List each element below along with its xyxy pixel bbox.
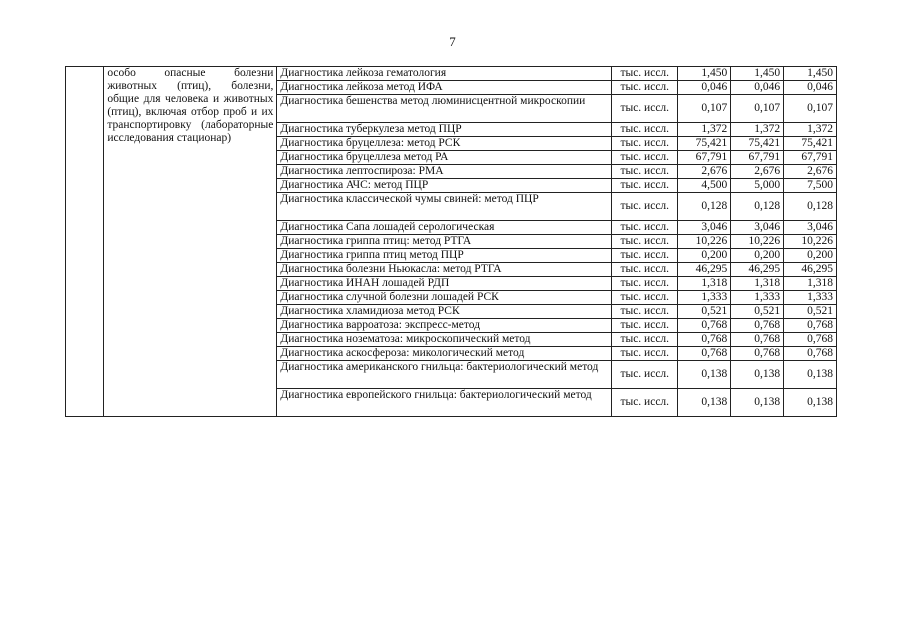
diagnostic-name-cell <box>277 263 612 277</box>
diagnostic-name-cell <box>277 305 612 319</box>
value-cell-2: 0,046 <box>731 81 784 95</box>
unit-cell: тыс. иссл. <box>612 263 678 277</box>
unit-cell: тыс. иссл. <box>612 249 678 263</box>
unit-cell: тыс. иссл. <box>612 305 678 319</box>
value-cell-1: 75,421 <box>678 137 731 151</box>
value-cell-3: 0,138 <box>784 361 837 389</box>
diagnostic-name: Диагностика бруцеллеза: метод РСК <box>280 137 461 149</box>
table-row <box>66 67 837 81</box>
unit-cell: тыс. иссл. <box>612 319 678 333</box>
value-cell-2: 0,200 <box>731 249 784 263</box>
unit-cell: тыс. иссл. <box>612 81 678 95</box>
value-cell-1: 0,768 <box>678 319 731 333</box>
diagnostic-name-cell <box>277 319 612 333</box>
diagnostic-name: Диагностика американского гнильца: бактериологический метод <box>280 361 599 373</box>
unit-cell: тыс. иссл. <box>612 235 678 249</box>
diagnostic-name-cell <box>277 333 612 347</box>
value-cell-3: 0,200 <box>784 249 837 263</box>
unit-cell: тыс. иссл. <box>612 333 678 347</box>
value-cell-2: 0,768 <box>731 347 784 361</box>
diagnostic-name: Диагностика лептоспироза: РМА <box>280 165 444 177</box>
value-cell-2: 0,768 <box>731 319 784 333</box>
unit-cell: тыс. иссл. <box>612 67 678 81</box>
diagnostic-name: Диагностика бешенства метод люминисцентной микроскопии <box>280 95 586 107</box>
diagnostic-name-cell <box>277 389 612 417</box>
diagnostic-name: Диагностика случной болезни лошадей РСК <box>280 291 499 303</box>
value-cell-1: 46,295 <box>678 263 731 277</box>
value-cell-3: 10,226 <box>784 235 837 249</box>
diagnostic-name: Диагностика лейкоза метод ИФА <box>280 81 443 93</box>
value-cell-1: 2,676 <box>678 165 731 179</box>
value-cell-1: 67,791 <box>678 151 731 165</box>
diagnostic-name: Диагностика туберкулеза метод ПЦР <box>280 123 462 135</box>
value-cell-3: 7,500 <box>784 179 837 193</box>
value-cell-1: 0,128 <box>678 193 731 221</box>
diagnostic-name: Диагностика классической чумы свиней: метод ПЦР <box>280 193 539 205</box>
value-cell-3: 67,791 <box>784 151 837 165</box>
value-cell-3: 46,295 <box>784 263 837 277</box>
value-cell-1: 0,200 <box>678 249 731 263</box>
diagnostic-name-cell <box>277 235 612 249</box>
value-cell-3: 1,318 <box>784 277 837 291</box>
value-cell-1: 0,138 <box>678 361 731 389</box>
value-cell-2: 0,768 <box>731 333 784 347</box>
value-cell-1: 0,768 <box>678 333 731 347</box>
diagnostic-name: Диагностика АЧС: метод ПЦР <box>280 179 429 191</box>
value-cell-2: 1,450 <box>731 67 784 81</box>
value-cell-3: 0,107 <box>784 95 837 123</box>
diagnostic-name-cell <box>277 249 612 263</box>
unit-cell: тыс. иссл. <box>612 179 678 193</box>
unit-cell: тыс. иссл. <box>612 193 678 221</box>
value-cell-1: 0,138 <box>678 389 731 417</box>
value-cell-2: 5,000 <box>731 179 784 193</box>
value-cell-2: 67,791 <box>731 151 784 165</box>
value-cell-3: 1,333 <box>784 291 837 305</box>
unit-cell: тыс. иссл. <box>612 347 678 361</box>
value-cell-3: 0,046 <box>784 81 837 95</box>
diagnostic-name-cell <box>277 277 612 291</box>
diagnostic-name: Диагностика ИНАН лошадей РДП <box>280 277 450 289</box>
value-cell-2: 0,138 <box>731 361 784 389</box>
value-cell-3: 0,768 <box>784 333 837 347</box>
value-cell-3: 0,768 <box>784 319 837 333</box>
unit-cell: тыс. иссл. <box>612 291 678 305</box>
diagnostic-name: Диагностика европейского гнильца: бактериологический метод <box>280 389 592 401</box>
value-cell-1: 0,046 <box>678 81 731 95</box>
diagnostic-name: Диагностика бруцеллеза метод РА <box>280 151 449 163</box>
value-cell-1: 0,107 <box>678 95 731 123</box>
value-cell-2: 75,421 <box>731 137 784 151</box>
diagnostic-name-cell <box>277 137 612 151</box>
diagnostic-name-cell <box>277 179 612 193</box>
unit-cell: тыс. иссл. <box>612 165 678 179</box>
value-cell-3: 0,521 <box>784 305 837 319</box>
unit-cell: тыс. иссл. <box>612 151 678 165</box>
page-number: 7 <box>449 34 456 49</box>
diagnostic-name: Диагностика нозематоза: микроскопический метод <box>280 333 531 345</box>
diagnostic-name-cell <box>277 123 612 137</box>
value-cell-3: 1,450 <box>784 67 837 81</box>
diagnostic-name-cell <box>277 165 612 179</box>
diagnostic-name-cell <box>277 81 612 95</box>
value-cell-2: 10,226 <box>731 235 784 249</box>
diagnostic-name-cell <box>277 67 612 81</box>
unit-cell: тыс. иссл. <box>612 137 678 151</box>
value-cell-3: 0,768 <box>784 347 837 361</box>
diagnostic-name: Диагностика хламидиоза метод РСК <box>280 305 460 317</box>
diagnostic-name-cell <box>277 151 612 165</box>
value-cell-2: 1,333 <box>731 291 784 305</box>
value-cell-3: 1,372 <box>784 123 837 137</box>
unit-cell: тыс. иссл. <box>612 389 678 417</box>
row-number-cell <box>66 67 104 417</box>
value-cell-2: 0,138 <box>731 389 784 417</box>
diagnostic-name: Диагностика гриппа птиц метод ПЦР <box>280 249 464 261</box>
diagnostic-name: Диагностика аскосфероза: микологический метод <box>280 347 525 359</box>
diagnostic-name-cell <box>277 221 612 235</box>
value-cell-3: 0,138 <box>784 389 837 417</box>
unit-cell: тыс. иссл. <box>612 221 678 235</box>
value-cell-1: 1,450 <box>678 67 731 81</box>
table-body <box>66 67 837 417</box>
unit-cell: тыс. иссл. <box>612 361 678 389</box>
unit-cell: тыс. иссл. <box>612 277 678 291</box>
value-cell-1: 1,333 <box>678 291 731 305</box>
value-cell-3: 3,046 <box>784 221 837 235</box>
value-cell-2: 2,676 <box>731 165 784 179</box>
diagnostic-name: Диагностика гриппа птиц: метод РТГА <box>280 235 472 247</box>
value-cell-2: 0,521 <box>731 305 784 319</box>
section-description-cell: особо опасные болезни животных (птиц), болезни, общие для человека и животных (птиц), включая отбор проб и их транспортировку (лабораторные исследования стационар) <box>104 67 277 417</box>
diagnostic-name: Диагностика Сапа лошадей серологическая <box>280 221 495 233</box>
value-cell-2: 1,318 <box>731 277 784 291</box>
diagnostic-name: Диагностика лейкоза гематология <box>280 67 447 79</box>
diagnostic-name-cell <box>277 291 612 305</box>
diagnostic-name-cell <box>277 361 612 389</box>
value-cell-3: 75,421 <box>784 137 837 151</box>
value-cell-1: 3,046 <box>678 221 731 235</box>
unit-cell: тыс. иссл. <box>612 123 678 137</box>
diagnostic-name-cell <box>277 193 612 221</box>
value-cell-1: 10,226 <box>678 235 731 249</box>
unit-cell: тыс. иссл. <box>612 95 678 123</box>
value-cell-2: 0,107 <box>731 95 784 123</box>
value-cell-1: 4,500 <box>678 179 731 193</box>
value-cell-1: 1,318 <box>678 277 731 291</box>
value-cell-1: 0,521 <box>678 305 731 319</box>
diagnostic-name: Диагностика варроатоза: экспресс-метод <box>280 319 481 331</box>
diagnostic-name-cell <box>277 347 612 361</box>
diagnostic-name-cell <box>277 95 612 123</box>
value-cell-3: 0,128 <box>784 193 837 221</box>
diagnostics-table <box>65 66 837 417</box>
value-cell-2: 3,046 <box>731 221 784 235</box>
value-cell-2: 46,295 <box>731 263 784 277</box>
value-cell-3: 2,676 <box>784 165 837 179</box>
value-cell-2: 1,372 <box>731 123 784 137</box>
value-cell-2: 0,128 <box>731 193 784 221</box>
diagnostic-name: Диагностика болезни Ньюкасла: метод РТГА <box>280 263 502 275</box>
value-cell-1: 1,372 <box>678 123 731 137</box>
value-cell-1: 0,768 <box>678 347 731 361</box>
